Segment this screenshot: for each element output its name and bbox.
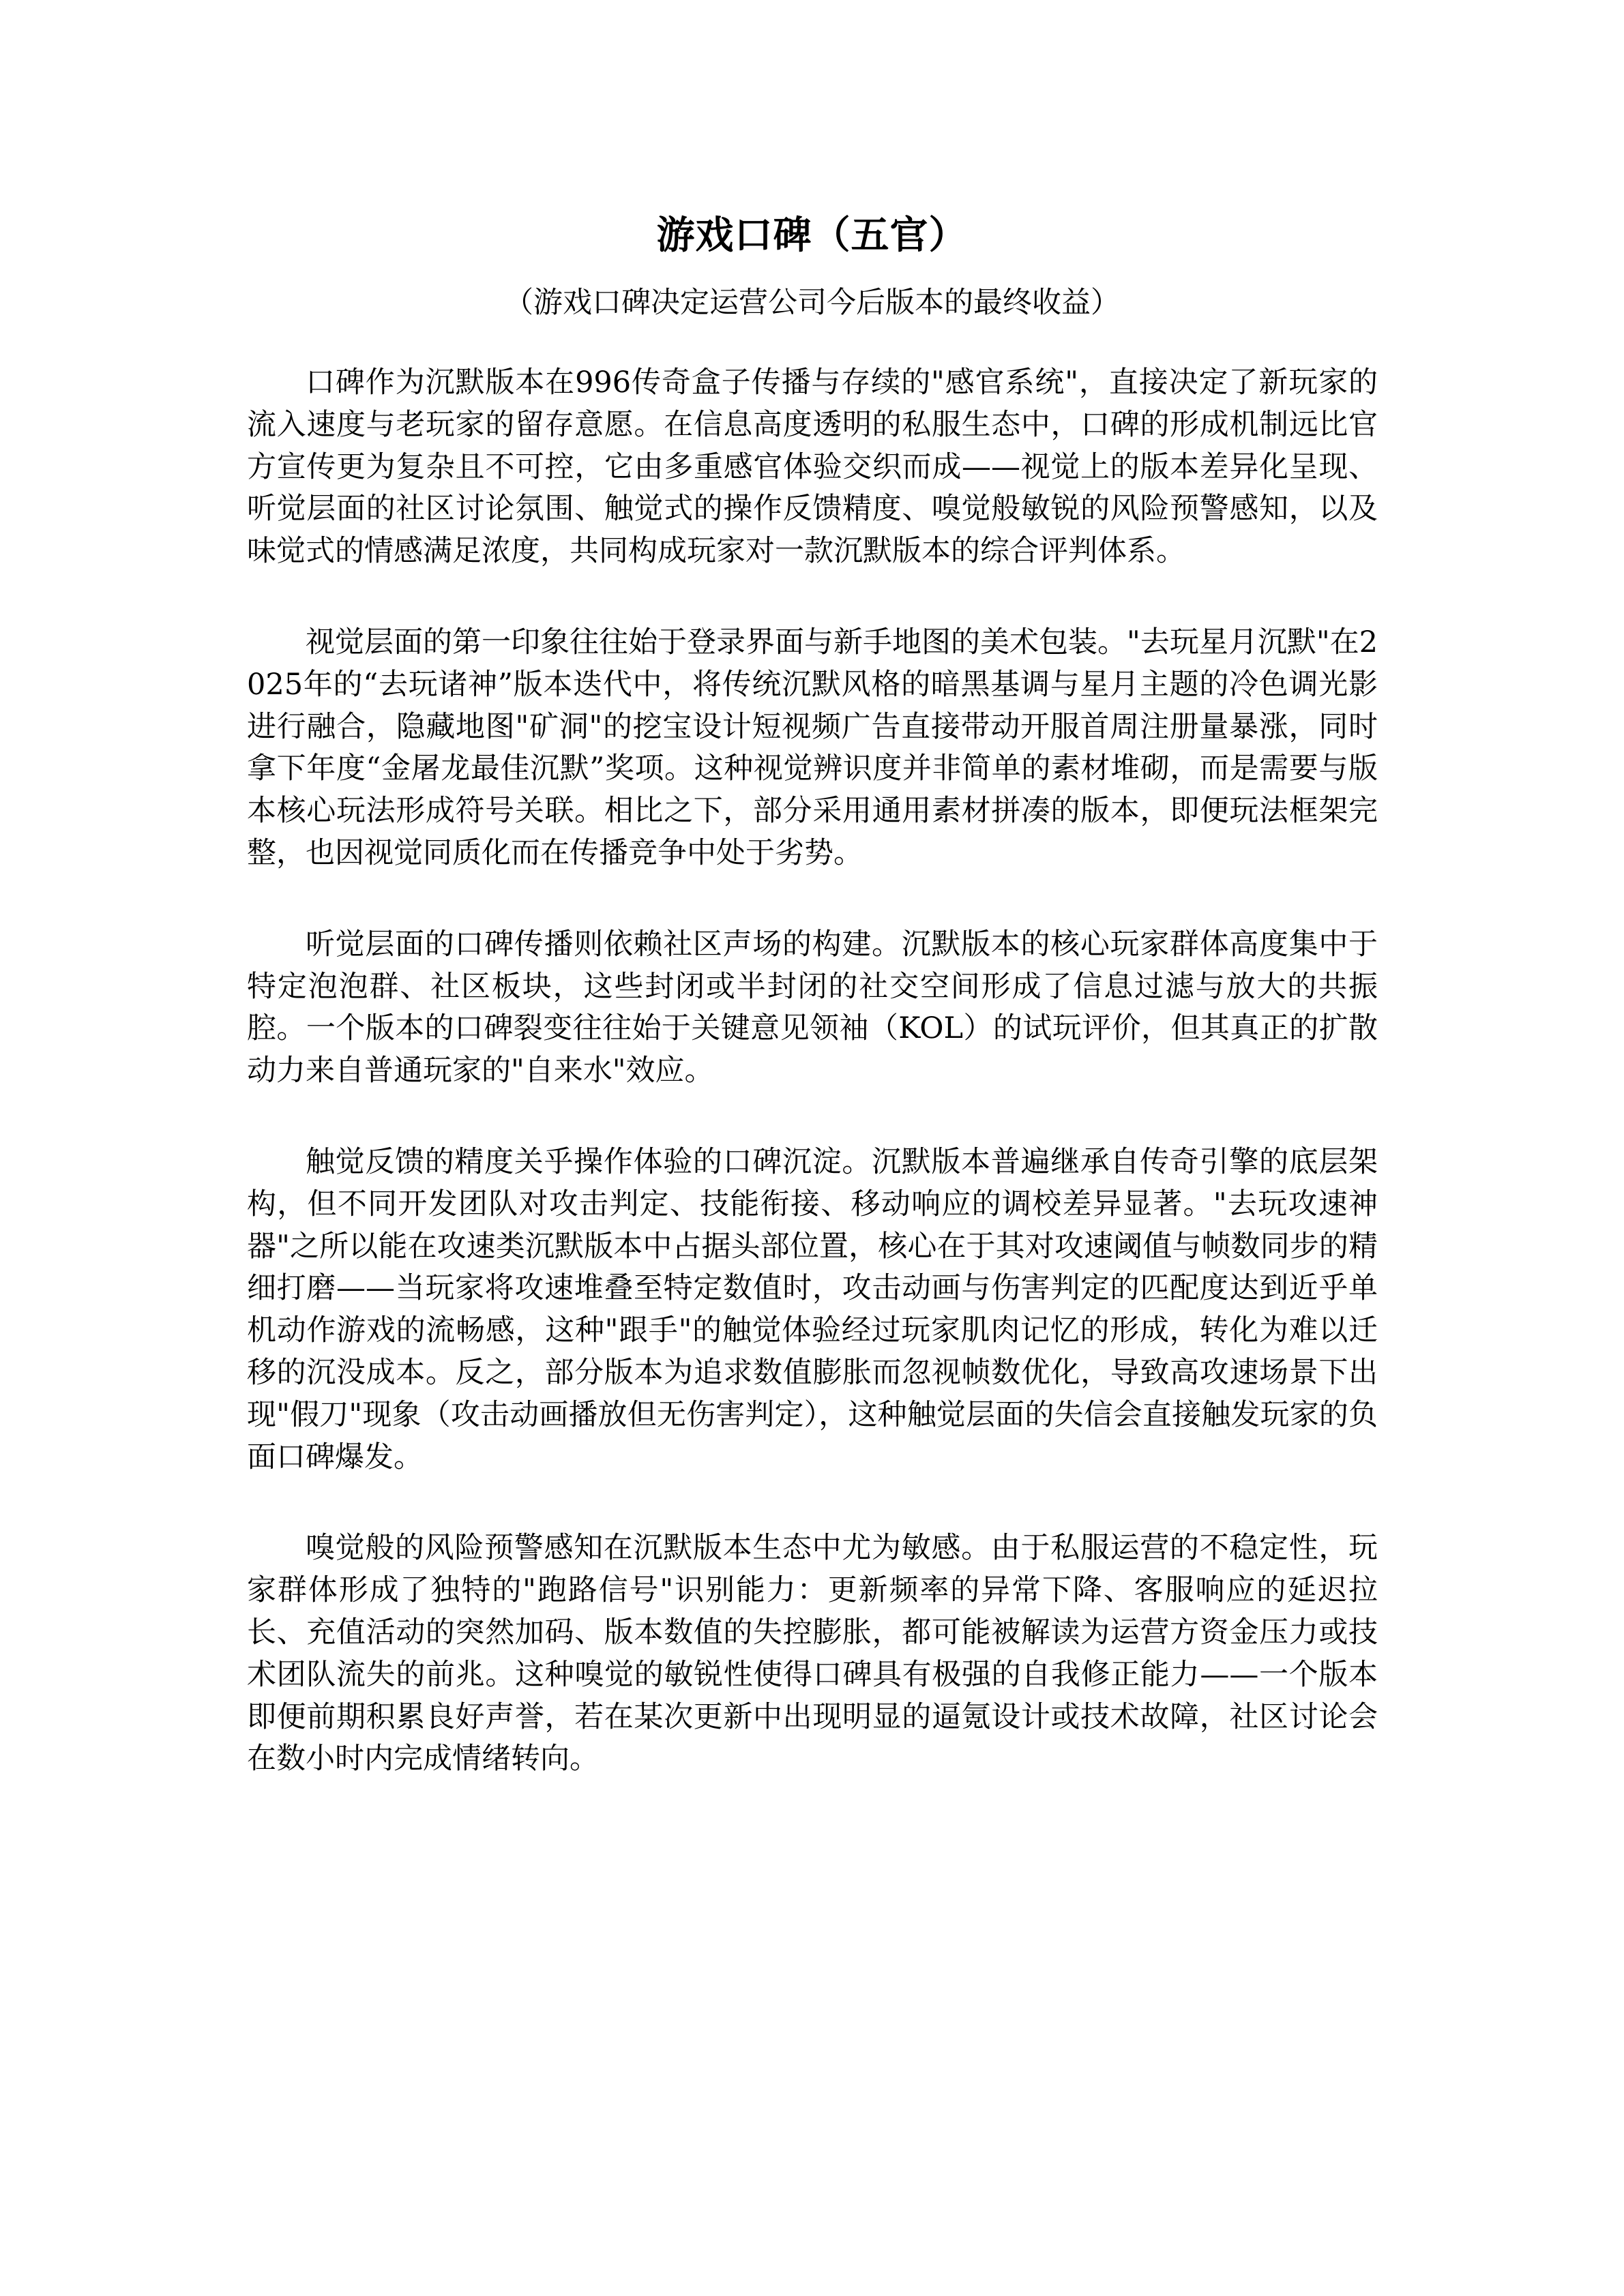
paragraph-tactile: 触觉反馈的精度关乎操作体验的口碑沉淀。沉默版本普遍继承自传奇引擎的底层架构，但不同开发团队对攻击判定、技能衔接、移动响应的调校差异显著。"去玩攻速神器"之所以能在攻速类沉默版本中占据头部位置，核心在于其对攻速阈值与帧数同步的精细打磨——当玩家将攻速堆叠至特定数值时，攻击动画与伤害判定的匹配度达到近乎单机动作游戏的流畅感，这种"跟手"的触觉体验经过玩家肌肉记忆的形成，转化为难以迁移的沉没成本。反之，部分版本为追求数值膨胀而忽视帧数优化，导致高攻速场景下出现"假刀"现象（攻击动画播放但无伤害判定），这种触觉层面的失信会直接触发玩家的负面口碑爆发。 bbox=[247, 1144, 1378, 1474]
document-body bbox=[247, 362, 1378, 1780]
paragraph-visual: 视觉层面的第一印象往往始于登录界面与新手地图的美术包装。"去玩星月沉默"在2025年的“去玩诸神”版本迭代中，将传统沉默风格的暗黑基调与星月主题的冷色调光影进行融合，隐藏地图"矿洞"的挖宝设计短视频广告直接带动开服首周注册量暴涨，同时拿下年度“金屠龙最佳沉默”奖项。这种视觉辨识度并非简单的素材堆砌，而是需要与版本核心玩法形成符号关联。相比之下，部分采用通用素材拼凑的版本，即便玩法框架完整，也因视觉同质化而在传播竞争中处于劣势。 bbox=[247, 625, 1378, 870]
paragraph-intro: 口碑作为沉默版本在996传奇盒子传播与存续的"感官系统"，直接决定了新玩家的流入速度与老玩家的留存意愿。在信息高度透明的私服生态中，口碑的形成机制远比官方宣传更为复杂且不可控，它由多重感官体验交织而成——视觉上的版本差异化呈现、听觉层面的社区讨论氛围、触觉式的操作反馈精度、嗅觉般敏锐的风险预警感知，以及味觉式的情感满足浓度，共同构成玩家对一款沉默版本的综合评判体系。 bbox=[247, 366, 1378, 569]
document-title: 游戏口碑（五官） bbox=[656, 213, 968, 258]
paragraph-auditory: 听觉层面的口碑传播则依赖社区声场的构建。沉默版本的核心玩家群体高度集中于特定泡泡群、社区板块，这些封闭或半封闭的社交空间形成了信息过滤与放大的共振腔。一个版本的口碑裂变往往始于关键意见领袖（KOL）的试玩评价，但其真正的扩散动力来自普通玩家的"自来水"效应。 bbox=[247, 927, 1378, 1088]
paragraph-olfactory: 嗅觉般的风险预警感知在沉默版本生态中尤为敏感。由于私服运营的不稳定性，玩家群体形成了独特的"跑路信号"识别能力：更新频率的异常下降、客服响应的延迟拉长、充值活动的突然加码、版本数值的失控膨胀，都可能被解读为运营方资金压力或技术团队流失的前兆。这种嗅觉的敏锐性使得口碑具有极强的自我修正能力——一个版本即便前期积累良好声誉，若在某次更新中出现明显的逼氪设计或技术故障，社区讨论会在数小时内完成情绪转向。 bbox=[247, 1531, 1378, 1776]
document-subtitle: （游戏口碑决定运营公司今后版本的最终收益） bbox=[504, 286, 1120, 320]
